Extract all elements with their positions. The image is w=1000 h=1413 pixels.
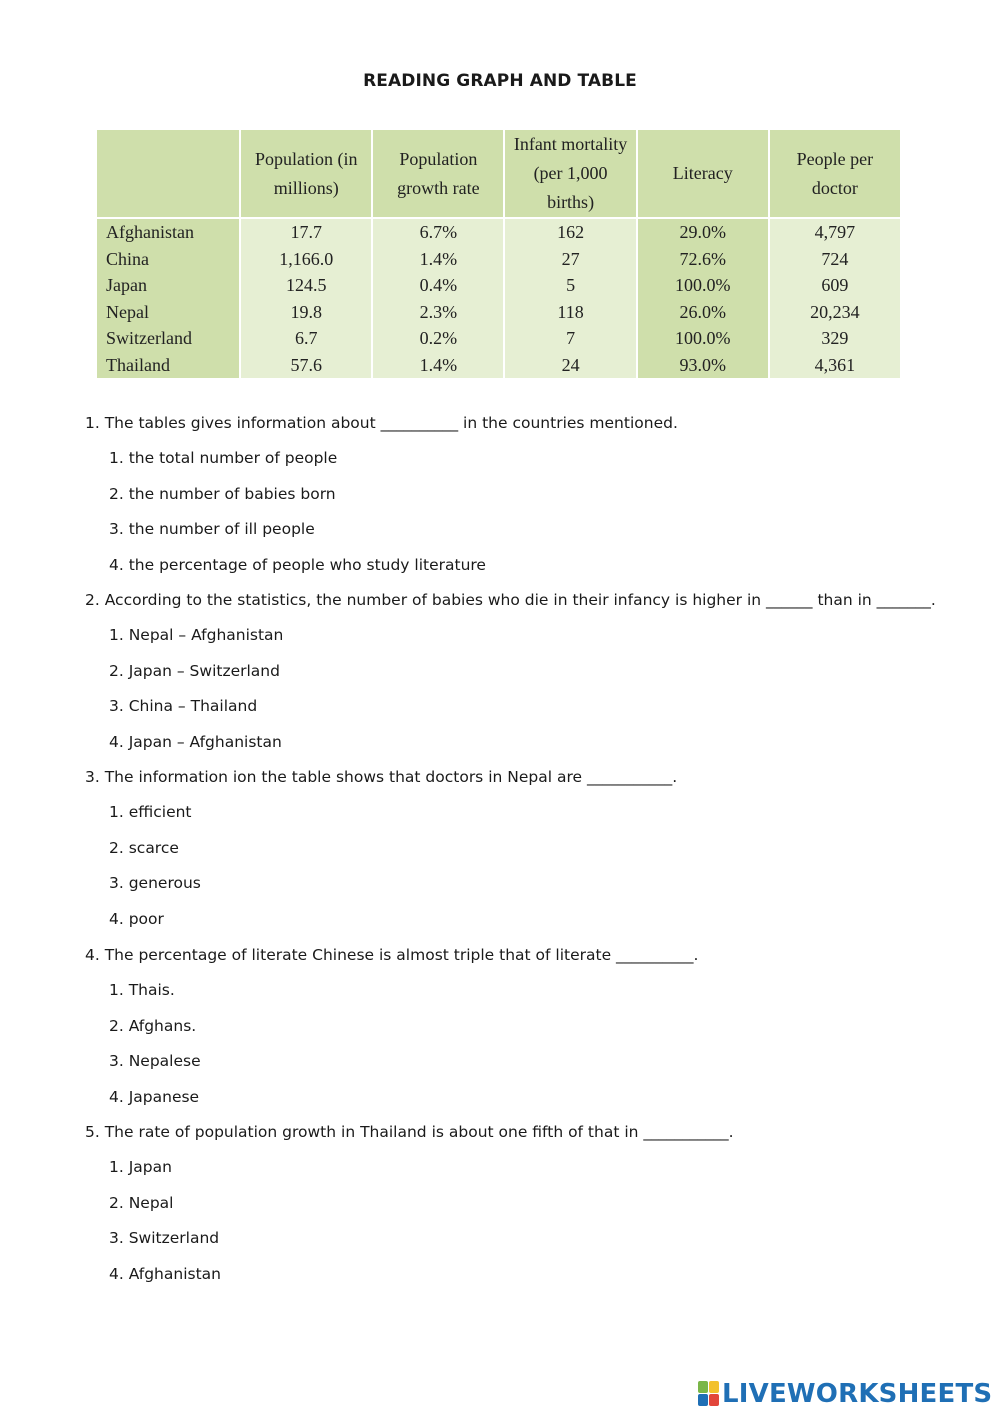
cell-growth-rate: 1.4%: [372, 352, 504, 379]
header-cell-growth-rate: Population growth rate: [372, 130, 504, 218]
question-3-option-2[interactable]: 2. scarce: [109, 838, 179, 857]
cell-country: Nepal: [97, 299, 240, 326]
cell-literacy: 72.6%: [637, 246, 769, 273]
header-cell-population: Population (in millions): [240, 130, 372, 218]
cell-country: Thailand: [97, 352, 240, 379]
question-4: 4. The percentage of literate Chinese is almost triple that of literate __________.: [85, 946, 699, 964]
question-5-option-4[interactable]: 4. Afghanistan: [109, 1264, 221, 1283]
cell-people-per-doctor: 329: [769, 325, 901, 352]
question-1-option-2[interactable]: 2. the number of babies born: [109, 484, 336, 503]
header-cell-literacy: Literacy: [637, 130, 769, 218]
cell-growth-rate: 1.4%: [372, 246, 504, 273]
liveworksheets-logo: [698, 1378, 992, 1410]
cell-people-per-doctor: 4,797: [769, 218, 901, 246]
cell-people-per-doctor: 20,234: [769, 299, 901, 326]
cell-growth-rate: 6.7%: [372, 218, 504, 246]
statistics-table: [97, 130, 902, 378]
liveworksheets-logo-icon: [698, 1381, 720, 1407]
logo-text: LIVEWORKSHEETS: [722, 1379, 993, 1409]
table-row: [97, 218, 901, 246]
question-3: 3. The information ion the table shows that doctors in Nepal are ___________.: [85, 768, 678, 786]
cell-infant-mortality: 24: [504, 352, 636, 379]
table-row: [97, 299, 901, 326]
cell-infant-mortality: 5: [504, 272, 636, 299]
cell-infant-mortality: 118: [504, 299, 636, 326]
table-row: [97, 272, 901, 299]
question-3-option-1[interactable]: 1. efficient: [109, 803, 192, 822]
table-row: [97, 246, 901, 273]
page-title: READING GRAPH AND TABLE: [363, 71, 637, 91]
cell-country: Afghanistan: [97, 218, 240, 246]
question-2-option-3[interactable]: 3. China – Thailand: [109, 697, 258, 716]
cell-country: Japan: [97, 272, 240, 299]
question-3-option-4[interactable]: 4. poor: [109, 909, 164, 928]
cell-infant-mortality: 27: [504, 246, 636, 273]
cell-growth-rate: 2.3%: [372, 299, 504, 326]
cell-growth-rate: 0.4%: [372, 272, 504, 299]
cell-country: Switzerland: [97, 325, 240, 352]
header-cell-people-per-doctor: People per doctor: [769, 130, 901, 218]
cell-country: China: [97, 246, 240, 273]
cell-population: 6.7: [240, 325, 372, 352]
cell-population: 124.5: [240, 272, 372, 299]
question-1-option-4[interactable]: 4. the percentage of people who study literature: [109, 555, 486, 574]
table-row: [97, 352, 901, 379]
cell-literacy: 26.0%: [637, 299, 769, 326]
question-1-option-3[interactable]: 3. the number of ill people: [109, 520, 315, 539]
question-4-option-4[interactable]: 4. Japanese: [109, 1087, 200, 1106]
question-5: 5. The rate of population growth in Thailand is about one fifth of that in ___________.: [85, 1123, 734, 1141]
cell-population: 19.8: [240, 299, 372, 326]
cell-population: 1,166.0: [240, 246, 372, 273]
header-cell-infant-mortality: Infant mortality (per 1,000 births): [504, 130, 636, 218]
cell-literacy: 29.0%: [637, 218, 769, 246]
question-5-option-3[interactable]: 3. Switzerland: [109, 1229, 220, 1248]
table-header-row: [97, 130, 901, 218]
question-4-option-3[interactable]: 3. Nepalese: [109, 1052, 201, 1071]
cell-people-per-doctor: 609: [769, 272, 901, 299]
header-cell-blank: [97, 130, 240, 218]
question-2-option-1[interactable]: 1. Nepal – Afghanistan: [109, 626, 284, 645]
question-4-option-2[interactable]: 2. Afghans.: [109, 1016, 197, 1035]
question-1: 1. The tables gives information about __________ in the countries mentioned.: [85, 414, 678, 432]
cell-people-per-doctor: 4,361: [769, 352, 901, 379]
cell-infant-mortality: 7: [504, 325, 636, 352]
cell-infant-mortality: 162: [504, 218, 636, 246]
cell-population: 17.7: [240, 218, 372, 246]
question-2-option-2[interactable]: 2. Japan – Switzerland: [109, 661, 280, 680]
cell-literacy: 100.0%: [637, 272, 769, 299]
question-4-option-1[interactable]: 1. Thais.: [109, 981, 175, 1000]
question-5-option-1[interactable]: 1. Japan: [109, 1158, 172, 1177]
cell-growth-rate: 0.2%: [372, 325, 504, 352]
question-3-option-3[interactable]: 3. generous: [109, 874, 201, 893]
table-row: [97, 325, 901, 352]
question-1-option-1[interactable]: 1. the total number of people: [109, 449, 338, 468]
cell-people-per-doctor: 724: [769, 246, 901, 273]
question-2: 2. According to the statistics, the number of babies who die in their infancy is higher in ______ than in _______.: [85, 591, 936, 609]
cell-literacy: 100.0%: [637, 325, 769, 352]
cell-literacy: 93.0%: [637, 352, 769, 379]
question-2-option-4[interactable]: 4. Japan – Afghanistan: [109, 732, 282, 751]
question-5-option-2[interactable]: 2. Nepal: [109, 1193, 174, 1212]
cell-population: 57.6: [240, 352, 372, 379]
